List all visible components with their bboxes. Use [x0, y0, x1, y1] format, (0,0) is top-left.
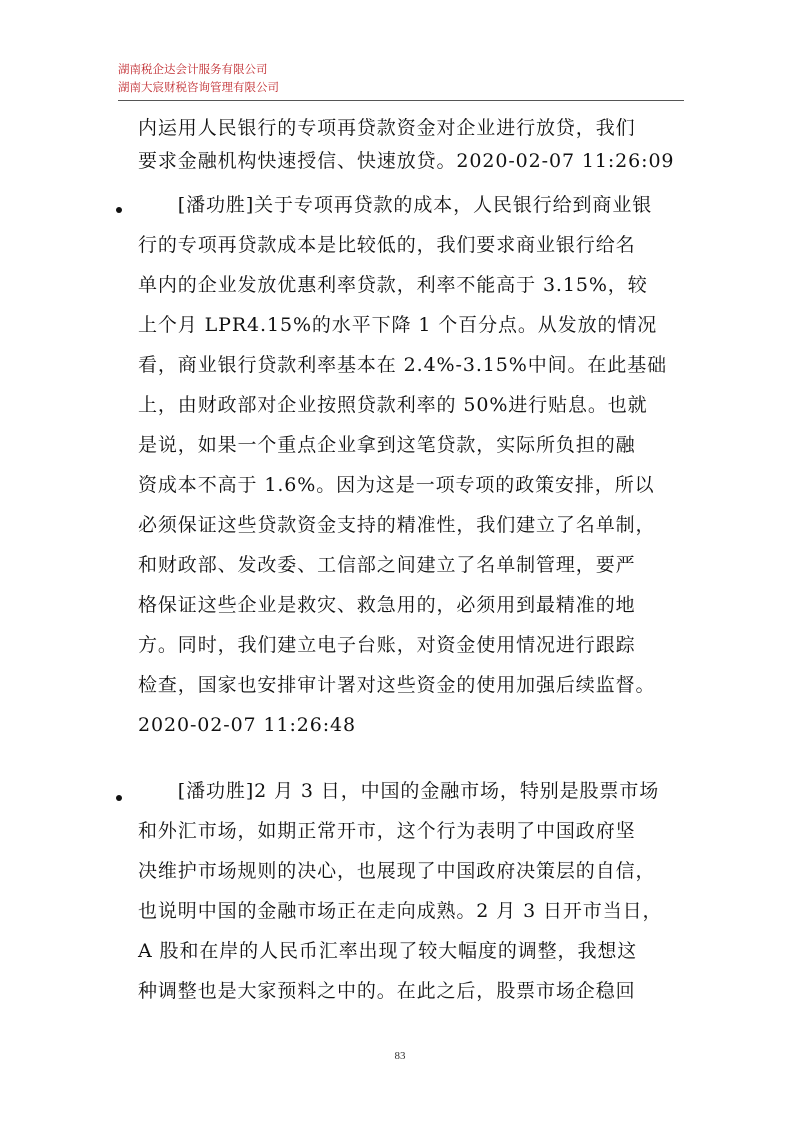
text-line: 和外汇市场，如期正常开市，这个行为表明了中国政府坚 [138, 820, 636, 842]
text-line: 检查，国家也安排审计署对这些资金的使用加强后续监督。 [138, 674, 656, 696]
text-line: 必须保证这些贷款资金支持的精准性，我们建立了名单制， [138, 514, 656, 536]
text-line: 2020-02-07 11:26:48 [138, 714, 357, 736]
text-line: A 股和在岸的人民币汇率出现了较大幅度的调整，我想这 [138, 940, 638, 962]
text-line: 内运用人民银行的专项再贷款资金对企业进行放贷，我们 [138, 117, 636, 139]
text-line: 格保证这些企业是救灾、救急用的，必须用到最精准的地 [138, 594, 636, 616]
text-line: 行的专项再贷款成本是比较低的，我们要求商业银行给名 [138, 234, 636, 256]
text-line: [潘功胜]关于专项再贷款的成本，人民银行给到商业银 [138, 194, 653, 216]
text-line: 上，由财政部对企业按照贷款利率的 50%进行贴息。也就 [138, 394, 648, 416]
text-line: 是说，如果一个重点企业拿到这笔贷款，实际所负担的融 [138, 434, 636, 456]
page-number: 83 [394, 1050, 406, 1062]
text-line: 种调整也是大家预料之中的。在此之后，股票市场企稳回 [138, 980, 636, 1002]
header-divider [118, 100, 684, 101]
text-line: 看，商业银行贷款利率基本在 2.4%-3.15%中间。在此基础 [138, 354, 667, 376]
company-name-1: 湖南税企达会计服务有限公司 [118, 62, 268, 76]
text-line: 也说明中国的金融市场正在走向成熟。2 月 3 日开市当日， [138, 900, 663, 922]
text-line: 上个月 LPR4.15%的水平下降 1 个百分点。从发放的情况 [138, 314, 658, 336]
text-line: 决维护市场规则的决心，也展现了中国政府决策层的自信， [138, 860, 656, 882]
text-line: 要求金融机构快速授信、快速放贷。2020-02-07 11:26:09 [138, 150, 675, 172]
header [118, 60, 279, 96]
bullet-point [116, 207, 122, 213]
text-line: 和财政部、发改委、工信部之间建立了名单制管理，要严 [138, 554, 636, 576]
text-line: 方。同时，我们建立电子台账，对资金使用情况进行跟踪 [138, 634, 636, 656]
company-name-2: 湖南大宸财税咨询管理有限公司 [118, 80, 279, 94]
text-line: [潘功胜]2 月 3 日，中国的金融市场，特别是股票市场 [138, 780, 660, 802]
text-line: 资成本不高于 1.6%。因为这是一项专项的政策安排，所以 [138, 474, 655, 496]
text-line: 单内的企业发放优惠利率贷款，利率不能高于 3.15%，较 [138, 274, 648, 296]
bullet-point [116, 795, 122, 801]
